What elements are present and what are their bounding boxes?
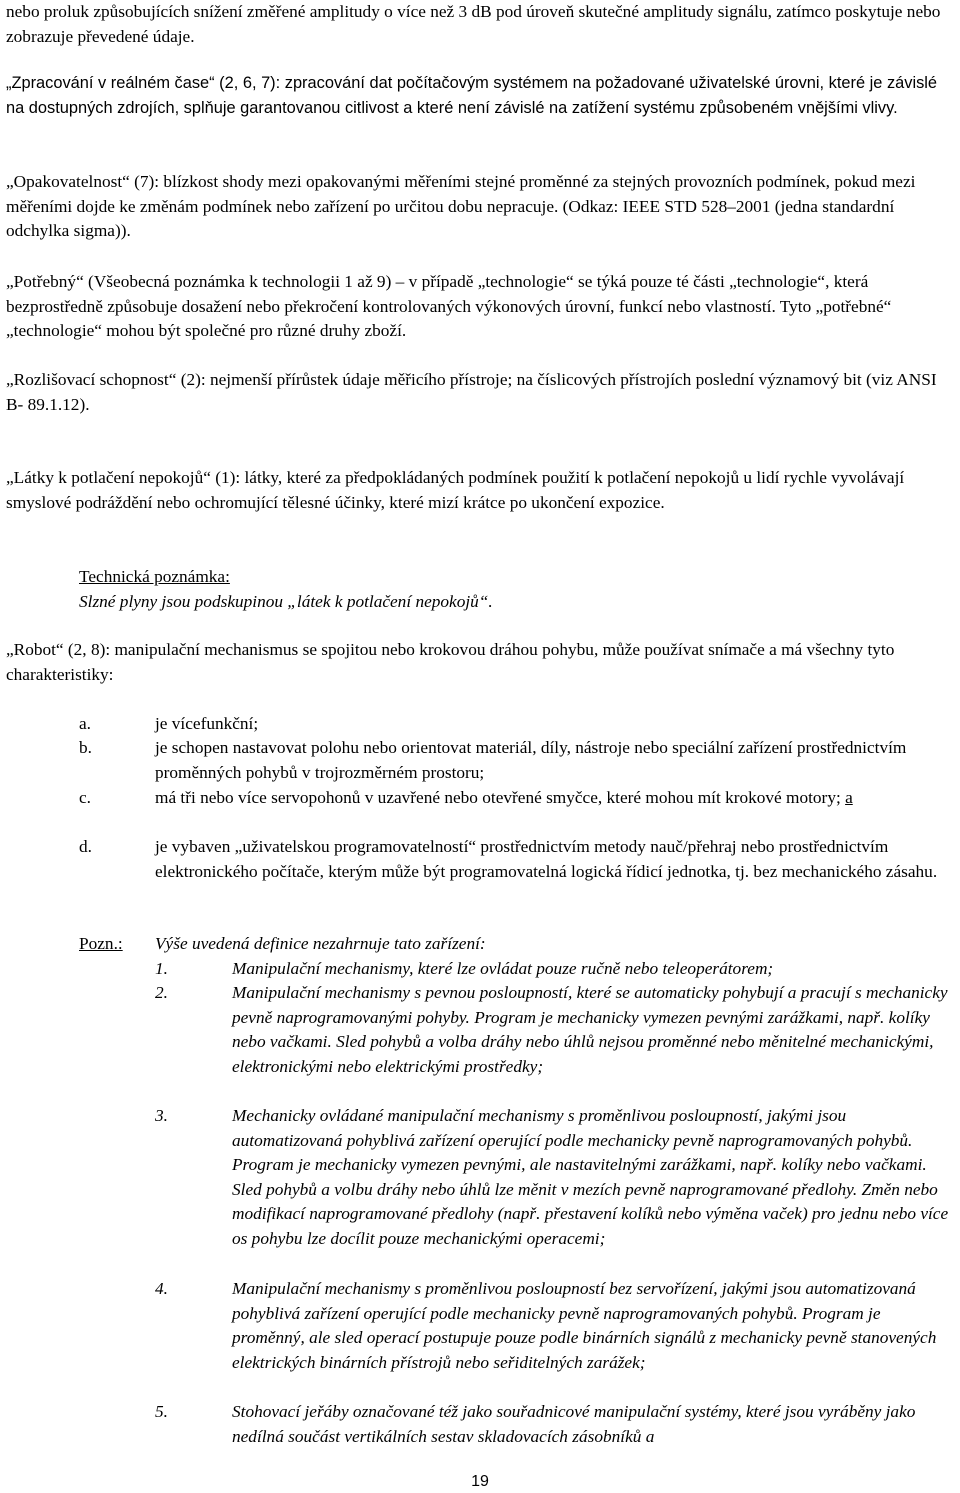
paragraph-definition-repeatability: „Opakovatelnost“ (7): blízkost shody mezi opakovanými měřeními stejné proměnné za stejných provozních podmínek, pokud mezi měřeními dojde ke změnám podmínek nebo zařízení po určitou dobu nepracuje. (Odkaz: IEEE STD 528–2001 (jedna standardní odchylka sigma)).	[6, 172, 916, 241]
list-marker: a.	[79, 714, 91, 733]
paragraph-definition-riot-agents: „Látky k potlačení nepokojů“ (1): látky, které za předpokládaných podmínek použití k potlačení nepokojů u lidí rychle vyvolávají smyslové podráždění nebo ochromující tělesné účinky, které mizí krátce po ukončení expozice.	[6, 468, 905, 512]
list-item-text-main: má tři nebo více servopohonů v uzavřené nebo otevřené smyčce, které mohou mít krokové motory;	[155, 788, 846, 807]
note-label: Pozn.:	[79, 934, 123, 953]
note-item-text: Manipulační mechanismy s proměnlivou posloupností bez servořízení, jakými jsou automatizovaná pohyblivá zařízení operující podle mechanicky pevně naprogramovaných pohybů. Program je proměnný, ale sled operací postupuje pouze podle binárních signálů z mechanicky pevně stanovených elektrických binárních přístrojů nebo seřiditelných zarážek;	[232, 1279, 937, 1372]
paragraph-definition-robot: „Robot“ (2, 8): manipulační mechanismus se spojitou nebo krokovou dráhou pohybu, může používat snímače a má všechny tyto charakteristiky:	[6, 640, 895, 684]
note-item-marker: 3.	[155, 1106, 168, 1125]
note-item-marker: 1.	[155, 959, 168, 978]
note-item-text: Manipulační mechanismy s pevnou posloupností, které se automaticky pohybují a pracují s mechanicky pevně naprogramovanými pohyby. Program je mechanicky vymezen pevnými zarážkami, např. kolíky nebo vačkami. Sled pohybů a volba dráhy nebo úhlů nejsou proměnné nebo měnitelné mechanickými, elektronickými nebo elektrickými prostředky;	[232, 983, 948, 1076]
list-marker: b.	[79, 738, 92, 757]
note-title: Výše uvedená definice nezahrnuje tato zařízení:	[155, 934, 486, 953]
technical-note	[79, 565, 949, 614]
paragraph-definition-required: „Potřebný“ (Všeobecná poznámka k technologii 1 až 9) – v případě „technologie“ se týká pouze té části „technologie“, která bezprostředně způsobuje dosažení nebo překročení kontrolovaných výkonových úrovní, funkcí nebo vlastností. Tyto „potřebné“ „technologie“ mohou být společné pro různé druhy zboží.	[6, 272, 892, 341]
note-item-text: Stohovací jeřáby označované též jako souřadnicové manipulační systémy, které jsou vyráběny jako nedílná součást vertikálních sestav skladovacích zásobníků a	[232, 1402, 916, 1446]
list-item-text: je schopen nastavovat polohu nebo orientovat materiál, díly, nástroje nebo speciální zařízení prostřednictvím proměnných pohybů v trojrozměrném prostoru;	[155, 738, 907, 782]
note-item-marker: 5.	[155, 1402, 168, 1421]
list-marker: c.	[79, 788, 91, 807]
list-marker: d.	[79, 837, 92, 856]
list-item-text: je vícefunkční;	[155, 714, 259, 733]
paragraph-definition-resolution: „Rozlišovací schopnost“ (2): nejmenší přírůstek údaje měřicího přístroje; na číslicových přístrojích poslední významový bit (viz ANSI B- 89.1.12).	[6, 370, 937, 414]
note-item-marker: 4.	[155, 1279, 168, 1298]
list-item-text: je vybaven „uživatelskou programovatelností“ prostřednictvím metody nauč/přehraj nebo prostřednictvím elektronického počítače, kterým může být programovatelná logická řídicí jednotka, tj. bez mechanického zásahu.	[155, 837, 938, 881]
note-item-text: Mechanicky ovládané manipulační mechanismy s proměnlivou posloupností, jakými jsou automatizovaná pohyblivá zařízení operující podle mechanicky pevně naprogramovaných pohybů. Program je mechanicky vymezen pevnými, ale nastavitelnými zarážkami, např. kolíky nebo vačkami. Sled pohybů a volbu dráhy nebo úhlů lze měnit v mezích pevně naprogramované předlohy. Změn nebo modifikací naprogramované předlohy (např. přestavení kolíků nebo výměna vaček) pro jednu nebo více os pohybu lze docílit pouze mechanickými operacemi;	[232, 1106, 949, 1248]
list-item-text	[155, 786, 955, 811]
note-item-marker: 2.	[155, 983, 168, 1002]
technical-note-title: Technická poznámka:	[79, 567, 230, 586]
page-number: 19	[471, 1473, 489, 1490]
paragraph-continuation: nebo proluk způsobujících snížení změřené amplitudy o více než 3 dB pod úroveň skutečné amplitudy signálu, zatímco poskytuje nebo zobrazuje převedené údaje.	[6, 2, 941, 46]
list-item-text-underlined: a	[845, 788, 853, 807]
paragraph-definition-realtime: „Zpracování v reálném čase“ (2, 6, 7): zpracování dat počítačovým systémem na požadované uživatelské úrovni, které je závislé na dostupných zdrojích, splňuje garantovanou citlivost a které není závislé na zatížení systému způsobeném vnějšími vlivy.	[6, 74, 938, 117]
technical-note-text: Slzné plyny jsou podskupinou „látek k potlačení nepokojů“.	[79, 591, 493, 611]
note-item-text: Manipulační mechanismy, které lze ovládat pouze ručně nebo teleoperátorem;	[232, 959, 774, 978]
